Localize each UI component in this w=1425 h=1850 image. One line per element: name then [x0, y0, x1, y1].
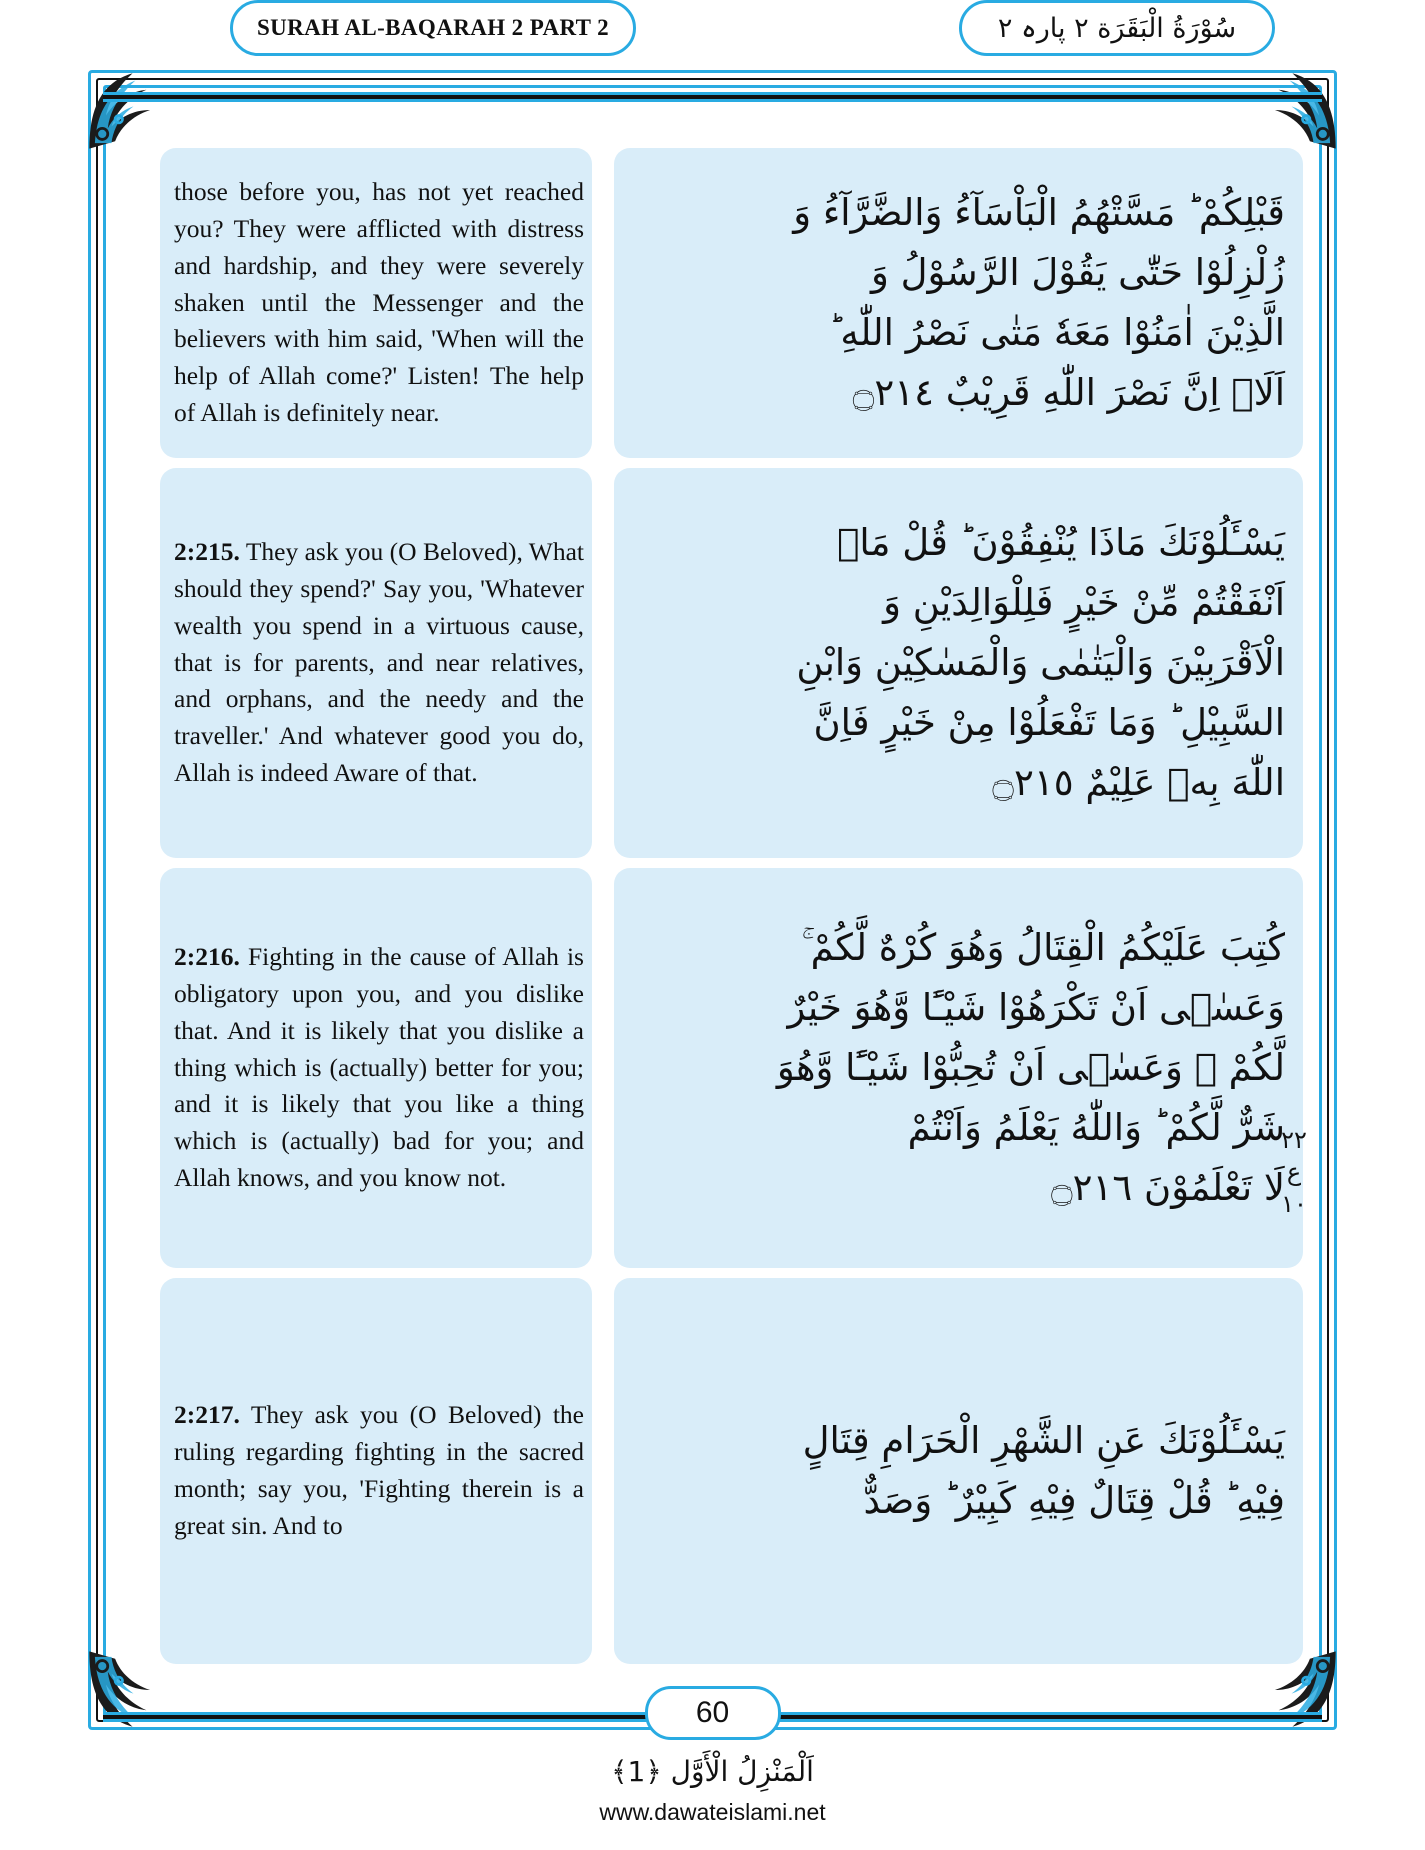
english-translation-panel [160, 1278, 592, 1664]
arabic-line: السَّبِيْلِ ؕ وَمَا تَفْعَلُوْا مِنْ خَيْرٍ فَاِنَّ [813, 700, 1285, 744]
surah-title-badge-english [230, 0, 636, 56]
page-number: 60 [695, 1696, 730, 1729]
english-translation-panel [160, 468, 592, 858]
arabic-line: يَسْـَٔلُوْنَكَ عَنِ الشَّهْرِ الْحَرَامِ قِتَالٍ [802, 1419, 1285, 1463]
website-url: www.dawateislami.net [599, 1799, 826, 1825]
verse-row [160, 468, 1303, 858]
arabic-line: يَسْـَٔلُوْنَكَ مَاذَا يُنْفِقُوْنَ ؕ قُلْ مَاۤ [837, 521, 1285, 565]
margin-marker-ruku-number: ١٠ [1281, 1190, 1307, 1218]
surah-title-english: SURAH AL-BAQARAH 2 PART 2 [256, 15, 610, 40]
margin-marker-ruku-symbol: ع [1286, 1158, 1302, 1186]
surah-title-badge-arabic [959, 0, 1275, 56]
arabic-line: الَّذِيْنَ اٰمَنُوْا مَعَهٗ مَتٰى نَصْرُ اللّٰهِ ؕ [828, 311, 1285, 354]
english-body: They ask you (O Beloved) the ruling regarding fighting in the sacred month; say you, 'Fighting therein is a great sin. And to [174, 1400, 584, 1540]
arabic-block [628, 918, 1285, 1218]
arabic-line: زُلْزِلُوْا حَتّٰى يَقُوْلَ الرَّسُوْلُ وَ [871, 251, 1285, 295]
verse-row [160, 1278, 1303, 1664]
english-text [174, 939, 584, 1198]
arabic-text-panel [614, 1278, 1303, 1664]
margin-markers [1271, 1125, 1317, 1221]
row-gap [160, 1268, 1303, 1278]
arabic-line-with-ayah-marker: اَلَاۤ اِنَّ نَصْرَ اللّٰهِ قَرِيْبٌ ۝٢١٤ [852, 370, 1285, 414]
arabic-block [628, 183, 1285, 423]
arabic-line-with-ayah-marker: اللّٰهَ بِهٖ عَلِيْمٌ ۝٢١٥ [992, 760, 1285, 804]
arabic-line-with-ayah-marker: لَا تَعْلَمُوْنَ ۝٢١٦ [1050, 1165, 1285, 1209]
english-body: They ask you (O Beloved), What should they spend?' Say you, 'Whatever wealth you spend in a virtuous cause, that is for parents, and near relatives, and orphans, and the needy and the traveller.' And whatever good you do, Allah is indeed Aware of that. [174, 536, 584, 788]
margin-marker-ayah-count: ٢٢ [1281, 1126, 1307, 1154]
arabic-block [628, 1411, 1285, 1531]
corner-ornament-top-right [1251, 64, 1343, 156]
arabic-line: اَنْفَقْتُمْ مِّنْ خَيْرٍ فَلِلْوَالِدَيْنِ وَ [883, 581, 1285, 625]
arabic-line: قَبْلِكُمْ ؕ مَسَّتْهُمُ الْبَاْسَآءُ وَالضَّرَّآءُ وَ [793, 191, 1285, 235]
english-text [174, 1397, 584, 1545]
arabic-text-panel [614, 468, 1303, 858]
header-divider-rule [103, 92, 1322, 102]
english-translation-panel [160, 148, 592, 458]
verse-number: 2:215. [174, 536, 240, 566]
verse-number: 2:216. [174, 941, 240, 971]
english-text [174, 534, 584, 793]
arabic-line: فِيْهِ ؕ قُلْ قِتَالٌ فِيْهِ كَبِيْرٌ ؕ وَصَدٌّ [863, 1479, 1285, 1522]
surah-title-arabic: سُوْرَةُ الْبَقَرَة ٢ پارہ ٢ [997, 12, 1237, 44]
row-gap [160, 858, 1303, 868]
english-body: Fighting in the cause of Allah is obligatory upon you, and you dislike that. And it is likely that you dislike a thing which is (actually) better for you; and it is likely that you like a thing which is (actually) bad for you; and Allah knows, and you know not. [174, 941, 584, 1193]
verse-row [160, 148, 1303, 458]
corner-ornament-top-left [82, 64, 174, 156]
verse-number: 2:217. [174, 1400, 240, 1430]
arabic-line: وَعَسٰۤى اَنْ تَكْرَهُوْا شَيْـًٔا وَّهُوَ خَيْرٌ [787, 986, 1285, 1030]
arabic-line: كُتِبَ عَلَيْكُمُ الْقِتَالُ وَهُوَ كُرْهٌ لَّكُمْ ۚ [801, 926, 1285, 970]
arabic-line: شَرٌّ لَّكُمْ ؕ وَاللّٰهُ يَعْلَمُ وَاَنْتُمْ [907, 1105, 1285, 1149]
english-body: those before you, has not yet reached you? They were afflicted with distress and hardship, and they were severely shaken until the Messenger and the believers with him said, 'When will the help of Allah come?' Listen! The help of Allah is definitely near. [174, 176, 584, 428]
page-number-badge [645, 1686, 781, 1740]
verse-row [160, 868, 1303, 1268]
verses-container [160, 148, 1303, 1664]
arabic-line: لَّكُمْ ۚ وَعَسٰۤى اَنْ تُحِبُّوْا شَيْـًٔا وَّهُوَ [776, 1046, 1285, 1090]
english-text [174, 174, 584, 433]
manzil-label: اَلْمَنْزِلُ الْأَوَّل ﴿1﴾ [611, 1755, 814, 1788]
row-gap [160, 458, 1303, 468]
arabic-text-panel [614, 868, 1303, 1268]
arabic-line: الْاَقْرَبِيْنَ وَالْيَتٰمٰى وَالْمَسٰكِيْنِ وَابْنِ [796, 641, 1285, 685]
arabic-text-panel [614, 148, 1303, 458]
english-translation-panel [160, 868, 592, 1268]
arabic-block [628, 513, 1285, 813]
